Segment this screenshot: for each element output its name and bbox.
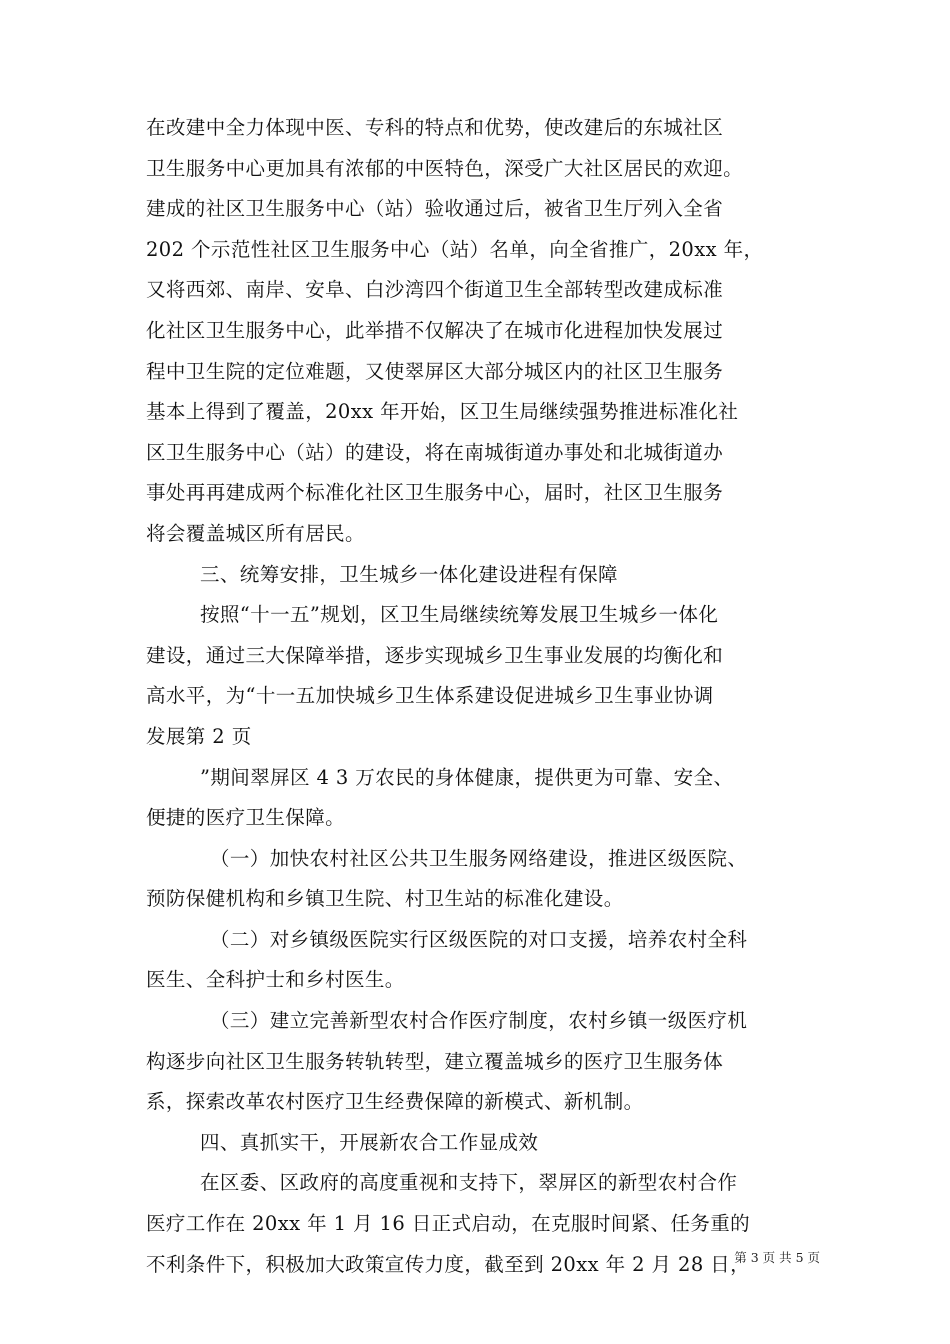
text-line: 事处再再建成两个标准化社区卫生服务中心，届时，社区卫生服务 (146, 481, 724, 505)
text-line: 医疗工作在 20xx 年 1 月 16 日正式启动，在克服时间紧、任务重的 (146, 1212, 751, 1236)
text-line: 预防保健机构和乡镇卫生院、村卫生站的标准化建设。 (146, 887, 624, 911)
text-line: 建成的社区卫生服务中心（站）验收通过后，被省卫生厅列入全省 (146, 197, 724, 221)
list-item: （二）对乡镇级医院实行区级医院的对口支援，培养农村全科 (210, 927, 748, 951)
text-line: 程中卫生院的定位难题，又使翠屏区大部分城区内的社区卫生服务 (146, 359, 724, 383)
text-line: 按照“十一五”规划，区卫生局继续统筹发展卫生城乡一体化 (200, 603, 719, 627)
text-line: 不利条件下，积极加大政策宣传力度，截至到 20xx 年 2 月 28 日， (146, 1252, 751, 1276)
text-line: 化社区卫生服务中心，此举措不仅解决了在城市化进程加快发展过 (146, 318, 724, 342)
text-line: 基本上得到了覆盖，20xx 年开始，区卫生局继续强势推进标准化社 (146, 400, 739, 424)
text-line: 构逐步向社区卫生服务转轨转型，建立覆盖城乡的医疗卫生服务体 (146, 1049, 724, 1073)
document-body (146, 108, 816, 1285)
text-line: 便捷的医疗卫生保障。 (146, 806, 346, 830)
page-number-footer: 第 3 页 共 5 页 (734, 1250, 820, 1265)
text-line: 又将西郊、南岸、安阜、白沙湾四个街道卫生全部转型改建成标准 (146, 278, 724, 302)
text-line: 系，探索改革农村医疗卫生经费保障的新模式、新机制。 (146, 1090, 644, 1114)
text-line: 建设，通过三大保障举措，逐步实现城乡卫生事业发展的均衡化和 (146, 643, 724, 667)
text-line: 将会覆盖城区所有居民。 (146, 521, 365, 545)
text-line: 发展第 2 页 (146, 724, 252, 748)
text-line: 在区委、区政府的高度重视和支持下，翠屏区的新型农村合作 (200, 1171, 738, 1195)
text-line: 区卫生服务中心（站）的建设，将在南城街道办事处和北城街道办 (146, 440, 724, 464)
text-line: ”期间翠屏区 4 3 万农民的身体健康，提供更为可靠、安全、 (200, 765, 734, 789)
text-line: 高水平，为“十一五加快城乡卫生体系建设促进城乡卫生事业协调 (146, 684, 714, 708)
list-item: （一）加快农村社区公共卫生服务网络建设，推进区级医院、 (210, 846, 748, 870)
section-heading: 三、统筹安排，卫生城乡一体化建设进程有保障 (200, 562, 618, 586)
list-item: （三）建立完善新型农村合作医疗制度，农村乡镇一级医疗机 (210, 1009, 748, 1033)
text-line: 202 个示范性社区卫生服务中心（站）名单，向全省推广，20xx 年， (146, 237, 764, 261)
text-line: 卫生服务中心更加具有浓郁的中医特色，深受广大社区居民的欢迎。 (146, 156, 744, 180)
section-heading: 四、真抓实干，开展新农合工作显成效 (200, 1130, 539, 1154)
text-line: 在改建中全力体现中医、专科的特点和优势，使改建后的东城社区 (146, 116, 724, 139)
text-line: 医生、全科护士和乡村医生。 (146, 968, 405, 992)
